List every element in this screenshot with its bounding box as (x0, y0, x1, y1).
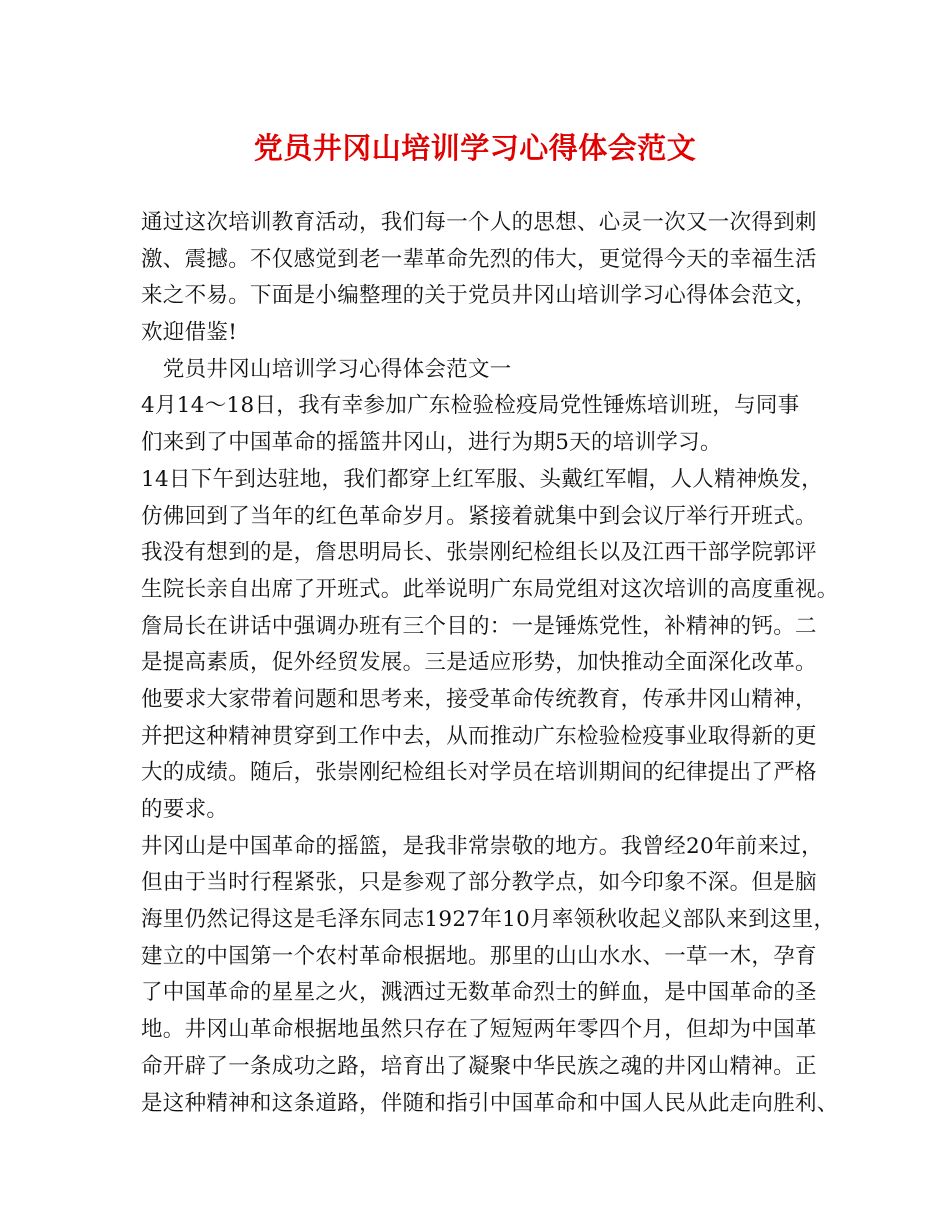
text-line: 党员井冈山培训学习心得体会范文一 (141, 356, 512, 382)
text-line: 激、震撼。不仅感觉到老一辈革命先烈的伟大，更觉得今天的幸福生活 (141, 246, 817, 272)
text-line: 欢迎借鉴! (141, 320, 238, 346)
text-line: 14日下午到达驻地，我们都穿上红军服、头戴红军帽，人人精神焕发， (141, 466, 823, 492)
text-line: 通过这次培训教育活动，我们每一个人的思想、心灵一次又一次得到刺 (141, 210, 817, 235)
text-line: 建立的中国第一个农村革命根据地。那里的山山水水、一草一木，孕育 (141, 943, 817, 969)
text-line: 但由于当时行程紧张，只是参观了部分教学点，如今印象不深。但是脑 (141, 870, 817, 896)
text-line: 詹局长在讲话中强调办班有三个目的：一是锤炼党性，补精神的钙。二 (141, 613, 817, 639)
text-line: 地。井冈山革命根据地虽然只存在了短短两年零四个月，但却为中国革 (141, 1017, 817, 1043)
text-line: 是提高素质，促外经贸发展。三是适应形势，加快推动全面深化改革。 (141, 650, 817, 676)
document-title: 党员井冈山培训学习心得体会范文 (253, 131, 697, 165)
text-line: 井冈山是中国革命的摇篮，是我非常崇敬的地方。我曾经20年前来过， (141, 833, 823, 859)
document-body (141, 205, 839, 1122)
text-line: 他要求大家带着问题和思考来，接受革命传统教育，传承井冈山精神， (141, 686, 817, 712)
text-line: 海里仍然记得这是毛泽东同志1927年10月率领秋收起义部队来到这里， (141, 907, 836, 933)
text-line: 是这种精神和这条道路，伴随和指引中国革命和中国人民从此走向胜利、 (141, 1090, 839, 1116)
text-line: 命开辟了一条成功之路，培育出了凝聚中华民族之魂的井冈山精神。正 (141, 1053, 817, 1079)
text-line: 来之不易。下面是小编整理的关于党员井冈山培训学习心得体会范文， (141, 283, 817, 309)
text-line: 们来到了中国革命的摇篮井冈山，进行为期5天的培训学习。 (141, 430, 722, 456)
text-line: 生院长亲自出席了开班式。此举说明广东局党组对这次培训的高度重视。 (141, 576, 839, 602)
text-line: 4月14～18日，我有幸参加广东检验检疫局党性锤炼培训班，与同事 (141, 393, 800, 419)
text-line: 仿佛回到了当年的红色革命岁月。紧接着就集中到会议厅举行开班式。 (141, 503, 817, 529)
text-line: 并把这种精神贯穿到工作中去，从而推动广东检验检疫事业取得新的更 (141, 723, 817, 749)
text-line: 我没有想到的是，詹思明局长、张崇刚纪检组长以及江西干部学院郭评 (141, 540, 817, 566)
text-line: 了中国革命的星星之火，溅洒过无数革命烈士的鲜血，是中国革命的圣 (141, 980, 817, 1006)
text-line: 的要求。 (141, 797, 229, 822)
text-line: 大的成绩。随后，张崇刚纪检组长对学员在培训期间的纪律提出了严格 (141, 760, 817, 786)
